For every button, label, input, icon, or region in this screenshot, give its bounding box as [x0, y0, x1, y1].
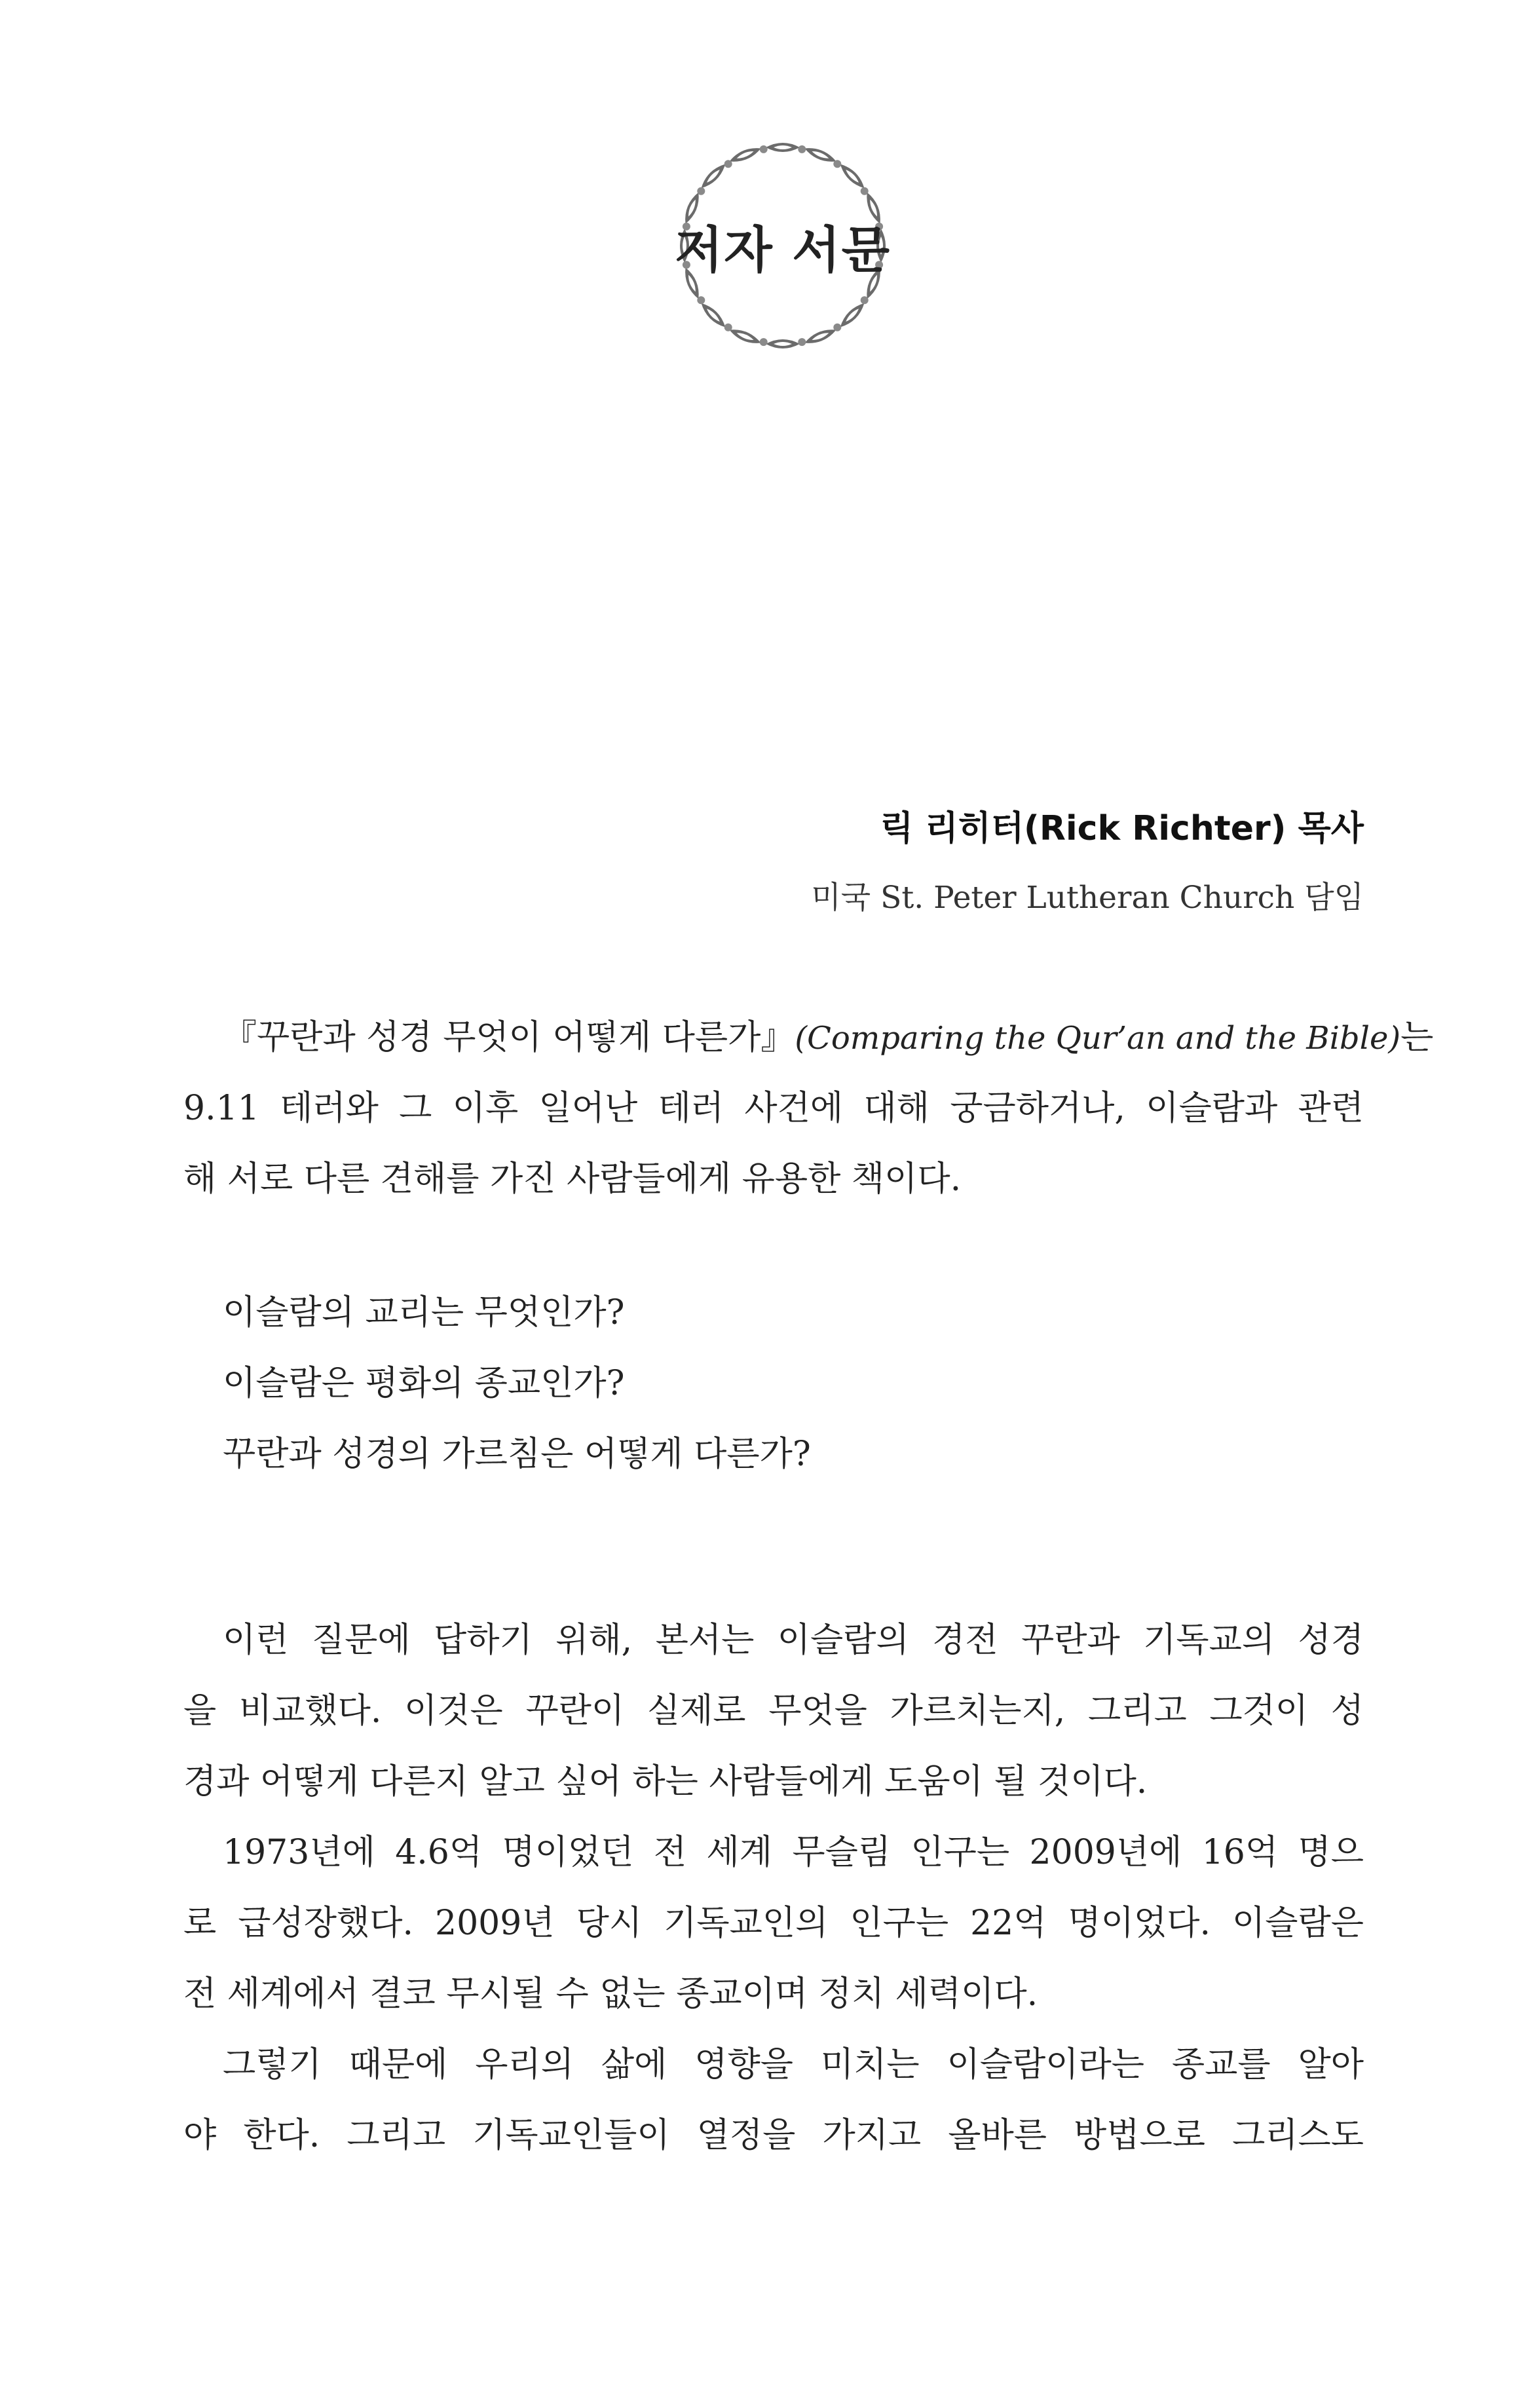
paragraph-line: 전 세계에서 결코 무시될 수 없는 종교이며 정치 세력이다. [183, 1974, 1038, 2014]
author-block [811, 802, 1364, 924]
paragraph-line: 그렇기 때문에 우리의 삶에 영향을 미치는 이슬람이라는 종교를 알아 [223, 2045, 1364, 2084]
intro-paragraph [183, 1002, 1434, 1214]
question-item: 이슬람의 교리는 무엇인가? [223, 1293, 625, 1332]
paragraph-line: 로 급성장했다. 2009년 당시 기독교인의 인구는 22억 명이었다. 이슬람은 [183, 1904, 1364, 1943]
intro-line-suffix: 는 [1400, 1018, 1434, 1057]
question-item: 꾸란과 성경의 가르침은 어떻게 다른가? [223, 1435, 811, 1474]
question-item: 이슬람은 평화의 종교인가? [223, 1364, 625, 1403]
paragraph-line: 1973년에 4.6억 명이었던 전 세계 무슬림 인구는 2009년에 16억 명으 [223, 1833, 1364, 1872]
paragraph-line: 을 비교했다. 이것은 꾸란이 실제로 무엇을 가르치는지, 그리고 그것이 성 [183, 1691, 1364, 1731]
question-list [183, 1277, 1364, 1490]
author-name: 릭 리히터(Rick Richter) 목사 [880, 809, 1364, 848]
paragraph-line: 경과 어떻게 다른지 알고 싶어 하는 사람들에게 도움이 될 것이다. [183, 1762, 1148, 1801]
book-title-english: (Comparing the Qur’an and the Bible) [795, 1020, 1401, 1057]
chapter-emblem [662, 124, 904, 367]
paragraph-line: 이런 질문에 답하기 위해, 본서는 이슬람의 경전 꾸란과 기독교의 성경 [223, 1621, 1364, 1660]
author-affiliation: 미국 St. Peter Lutheran Church 담임 [811, 880, 1364, 916]
book-title-korean: 『꾸란과 성경 무엇이 어떻게 다른가』 [223, 1018, 795, 1057]
chapter-title: 저자 서문 [674, 220, 892, 279]
intro-line: 해 서로 다른 견해를 가진 사람들에게 유용한 책이다. [183, 1159, 962, 1199]
intro-line: 9.11 테러와 그 이후 일어난 테러 사건에 대해 궁금하거나, 이슬람과 관련 [183, 1089, 1364, 1128]
intro-line [183, 1002, 1434, 1073]
paragraph-line: 야 한다. 그리고 기독교인들이 열정을 가지고 올바른 방법으로 그리스도 [183, 2116, 1364, 2155]
body-paragraphs [183, 1605, 1364, 2171]
